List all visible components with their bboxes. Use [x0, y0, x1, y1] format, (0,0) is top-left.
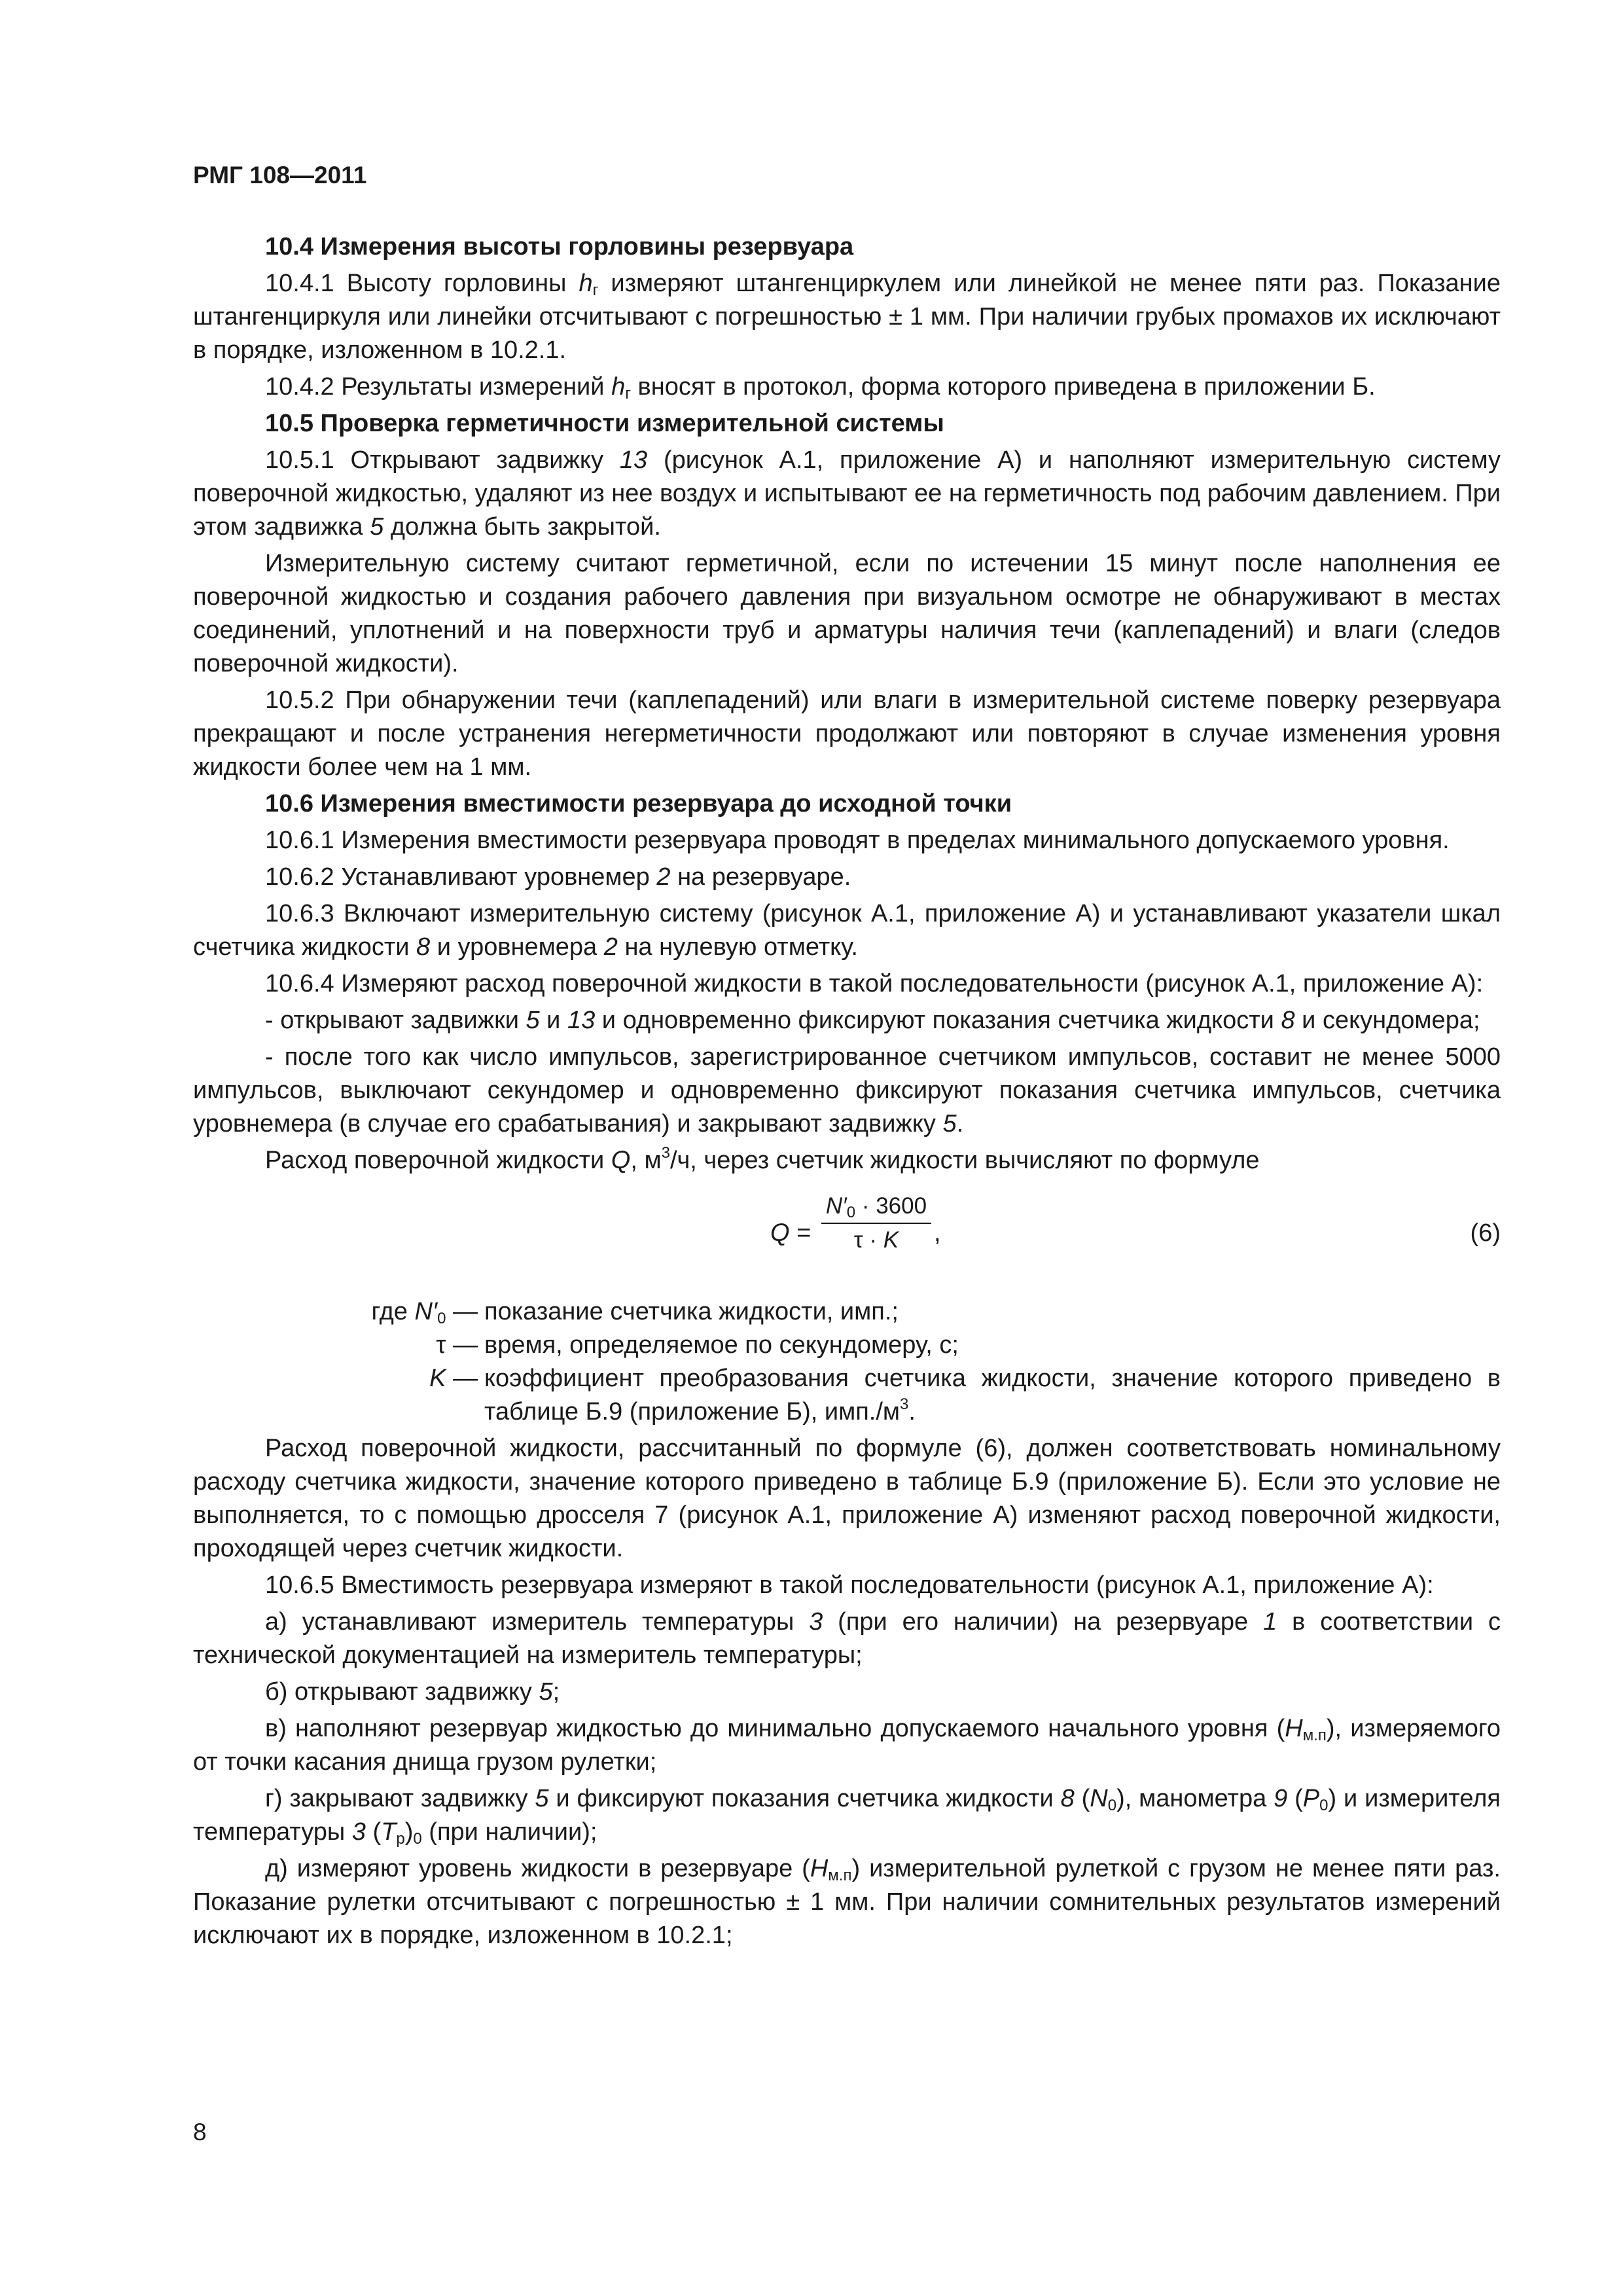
formula-number: (6) — [1470, 1219, 1501, 1247]
section-10-6-heading: 10.6 Измерения вместимости резервуара до исходной точки — [265, 790, 1012, 817]
fraction-bar — [821, 1223, 931, 1224]
definition-k — [193, 1362, 1501, 1429]
formula-denominator: τ · K — [853, 1227, 899, 1253]
formula-fraction — [821, 1192, 931, 1255]
page-number: 8 — [193, 2119, 207, 2145]
paragraph-10-5-1: 10.5.1 Открывают задвижку 13 (рисунок А.1, приложение А) и наполняют измерительную систему поверочной жидкостью, удаляют из нее воздух и испытывают ее на герметичность под рабочим давлением. При этом задвижка 5 должна быть закрытой. — [193, 446, 1501, 541]
document-body — [193, 230, 1501, 1952]
formula-numerator: $N'_0 \cdot 3600$ — [825, 1193, 927, 1221]
definition-n0 — [193, 1295, 1501, 1329]
list-item-v: в) наполняют резервуар жидкостью до минимально допускаемого начального уровня $(H_{м.п})$, измеряемого от точки касания днища грузом рулетки; — [193, 1715, 1501, 1776]
paragraph-flow-rate: Расход поверочной жидкости Q, $м^3/ч$, через счетчик жидкости вычисляют по формуле — [265, 1144, 1260, 1174]
paragraph-10-4-2: 10.4.2 Результаты измерений $h_г$ вносят в протокол, форма которого приведена в приложении Б. — [265, 373, 1376, 403]
definition-tau — [193, 1329, 1501, 1362]
definition-text: показание счетчика жидкости, имп.; — [484, 1298, 899, 1325]
paragraph-10-6-4: 10.6.4 Измеряют расход поверочной жидкости в такой последовательности (рисунок А.1, приложение А): — [265, 970, 1484, 997]
list-item-a: а) устанавливают измеритель температуры 3 (при его наличии) на резервуаре 1 в соответствии с технической документацией на измеритель температуры; — [193, 1608, 1501, 1669]
section-10-5-heading: 10.5 Проверка герметичности измерительной системы — [265, 410, 944, 437]
list-item-b: б) открывают задвижку 5; — [265, 1678, 560, 1706]
formula-definitions — [193, 1295, 1501, 1429]
paragraph-flow-check: Расход поверочной жидкости, рассчитанный по формуле (6), должен соответствовать номинальному расходу счетчика жидкости, значение которого приведено в таблице Б.9 (приложение Б). Если это условие не выполняется, то с помощью дросселя 7 (рисунок А.1, приложение А) изменяют расход поверочной жидкости, проходящей через счетчик жидкости. — [193, 1435, 1501, 1562]
definition-text: время, определяемое по секундомеру, с; — [484, 1331, 959, 1359]
list-item-dash-2: - после того как число импульсов, зарегистрированное счетчиком импульсов, составит не менее 5000 импульсов, выключают секундомер и одновременно фиксируют показания счетчика импульсов, счетчика уровнемера (в случае его срабатывания) и закрывают задвижку 5. — [193, 1043, 1501, 1138]
paragraph-10-6-5: 10.6.5 Вместимость резервуара измеряют в такой последовательности (рисунок А.1, приложение А): — [265, 1571, 1434, 1599]
definition-term: τ — — [436, 1331, 478, 1359]
paragraph-10-4-1: 10.4.1 Высоту горловины $h_г$ измеряют штангенциркулем или линейкой не менее пяти раз. Показание штангенциркуля или линейки отсчитывают с погрешностью ± 1 мм. При наличии грубых промахов их исключают в порядке, изложенном в 10.2.1. — [193, 270, 1501, 364]
section-10-4-heading: 10.4 Измерения высоты горловины резервуара — [265, 233, 854, 260]
list-item-dash-1: - открывают задвижки 5 и 13 и одновременно фиксируют показания счетчика жидкости 8 и секундомера; — [265, 1007, 1480, 1034]
paragraph-10-5-1-cont: Измерительную систему считают герметичной, если по истечении 15 минут после наполнения ее поверочной жидкостью и создания рабочего давления при визуальном осмотре не обнаруживают в местах соединений, уплотнений и на поверхности труб и арматуры наличия течи (каплепадений) и влаги (следов поверочной жидкости). — [193, 550, 1501, 677]
document-header: РМГ 108—2011 — [193, 162, 367, 188]
paragraph-10-5-2: 10.5.2 При обнаружении течи (каплепадений) или влаги в измерительной системе поверку резервуара прекращают и после устранения негерметичности продолжают или повторяют в случае изменения уровня жидкости более чем на 1 мм. — [193, 687, 1501, 781]
formula-lhs: Q = — [770, 1219, 812, 1247]
formula-6 — [193, 1187, 1501, 1285]
list-item-g: г) закрывают задвижку 5 и фиксируют показания счетчика жидкости 8 $(N_0)$, манометра 9 $(P_0)$ и измерителя температуры 3 $(T_р)_0$ (при наличии); — [193, 1785, 1501, 1848]
formula-comma: , — [934, 1219, 941, 1247]
paragraph-10-6-3: 10.6.3 Включают измерительную систему (рисунок А.1, приложение А) и устанавливают указатели шкал счетчика жидкости 8 и уровнемера 2 на нулевую отметку. — [193, 900, 1501, 961]
list-item-d: д) измеряют уровень жидкости в резервуаре $(H_{м.п})$ измерительной рулеткой с грузом не менее пяти раз. Показание рулетки отсчитывают с погрешностью ± 1 мм. При наличии сомнительных результатов измерений исключают их в порядке, изложенном в 10.2.1; — [193, 1855, 1501, 1949]
paragraph-10-6-2: 10.6.2 Устанавливают уровнемер 2 на резервуаре. — [265, 863, 851, 891]
definition-term: K — — [429, 1365, 478, 1392]
definition-term: где $N'_0$ — — [371, 1298, 478, 1327]
paragraph-10-6-1: 10.6.1 Измерения вместимости резервуара проводят в пределах минимального допускаемого уровня. — [265, 827, 1450, 854]
definition-text: коэффициент преобразования счетчика жидкости, значение которого приведено в таблице Б.9 (приложение Б), $имп./м^3$. — [484, 1365, 1501, 1426]
